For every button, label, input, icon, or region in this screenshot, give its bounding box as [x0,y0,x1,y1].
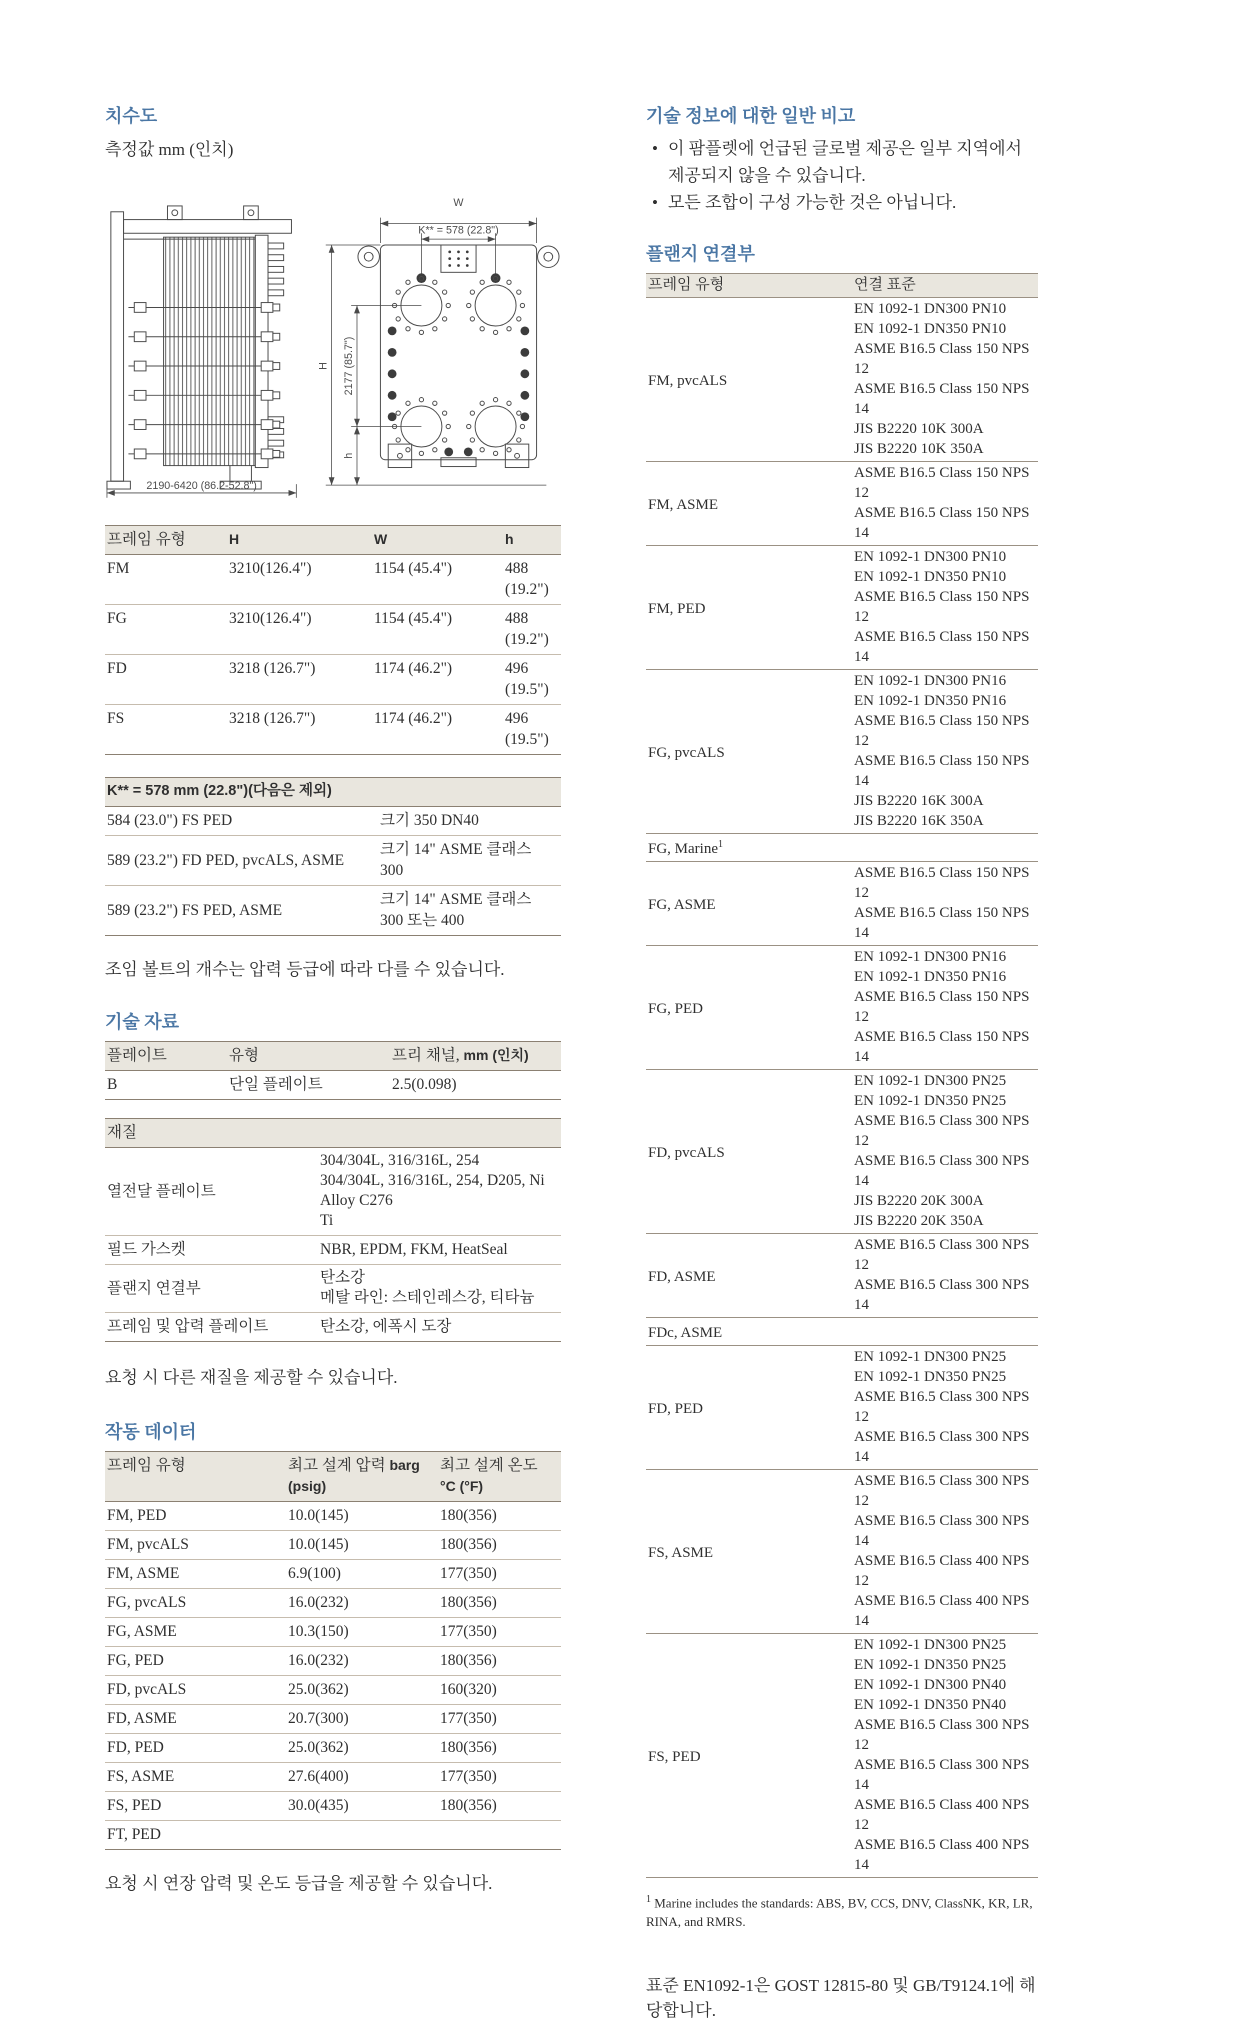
standard-line: ASME B16.5 Class 300 NPS 14 [854,1429,1030,1465]
cell-material-label: 필드 가스켓 [107,1241,186,1258]
cell-connection-standards [852,1070,1038,1233]
cell-max-temperature: 180(356) [440,1739,497,1756]
cell-frame-type: FM, pvcALS [107,1536,189,1553]
cell-H-value: 3210(126.4") [229,610,312,627]
right-column [646,102,1038,2023]
cell-free-channel: 2.5(0.098) [392,1076,457,1093]
table-row [105,1792,561,1821]
cell-material-options [318,1237,561,1264]
column-header-plate: 플레이트 [107,1047,167,1064]
cell-type: 단일 플레이트 [229,1076,323,1093]
column-header-free-channel: 프리 채널, mm (인치) [392,1047,529,1064]
standard-line: EN 1092-1 DN350 PN10 [854,321,1007,337]
k-table-header-label: K** = 578 mm (22.8")(다음은 제외) [107,783,332,799]
bullet-icon: • [652,193,658,212]
list-item [646,189,1038,216]
cell-W-value: 1174 (46.2") [374,710,453,727]
standard-line: EN 1092-1 DN350 PN25 [854,1093,1007,1109]
cell-h-value: 488 (19.2") [505,560,549,598]
plate-table-header [105,1042,561,1071]
cell-max-temperature [438,1821,561,1849]
cell-frame-type: FD, PED [107,1739,164,1756]
table-row [105,1071,561,1099]
materials-table-header [105,1119,561,1148]
plate-table-body [105,1071,561,1099]
bullet-icon: • [652,139,658,158]
standard-line: NBR, EPDM, FKM, HeatSeal [320,1240,508,1258]
cell-max-pressure [286,1821,438,1849]
k-label: K** = 578 (22.8") [418,224,499,237]
standard-line: ASME B16.5 Class 150 NPS 14 [854,381,1030,417]
table-row [646,1634,1038,1877]
cell-frame-type: FD, ASME [107,1710,177,1727]
cell-frame-type: FM [107,560,130,577]
table-row [105,836,561,886]
cell-frame-type: FDc, ASME [648,1325,723,1341]
other-materials-note: 요청 시 다른 재질을 제공할 수 있습니다. [105,1368,398,1387]
section-title-general-notes: 기술 정보에 대한 일반 비고 [646,106,856,126]
list-item [646,135,1038,189]
table-row [105,1589,561,1618]
standard-line: ASME B16.5 Class 150 NPS 12 [854,589,1030,625]
standard-line: EN 1092-1 DN300 PN25 [854,1073,1007,1089]
column-header-H: H [229,531,240,547]
table-row [646,670,1038,834]
section-title-technical-data: 기술 자료 [105,1012,180,1032]
cell-connection-standards [852,1470,1038,1633]
cell-h-value: 496 (19.5") [505,660,549,698]
cell-frame-type: FD, pvcALS [107,1681,187,1698]
standard-line: JIS B2220 16K 350A [854,813,984,829]
cell-connection-standards [852,838,1038,858]
standard-line: EN 1092-1 DN350 PN16 [854,969,1007,985]
cell-k-value: 589 (23.2") FD PED, pvcALS, ASME [107,851,345,869]
cell-max-temperature: 180(356) [440,1652,497,1669]
cell-frame-type: FG, ASME [107,1623,177,1640]
cell-max-pressure: 6.9(100) [288,1565,341,1582]
operating-table-header [105,1452,561,1502]
cell-frame-type: FS, ASME [648,1545,714,1561]
bullet-text: 이 팜플렛에 언급된 글로벌 제공은 일부 지역에서 제공되지 않을 수 있습니다. [668,139,1022,185]
standard-line: ASME B16.5 Class 300 NPS 14 [854,1513,1030,1549]
column-header-frame-type: 프레임 유형 [648,277,725,293]
k-table-header [105,778,561,807]
k-dimension-table [105,777,561,936]
cell-W-value: 1154 (45.4") [374,610,453,627]
cell-max-temperature: 160(320) [440,1681,497,1698]
standard-line: JIS B2220 10K 350A [854,441,984,457]
standard-line: EN 1092-1 DN350 PN40 [854,1697,1007,1713]
cell-connection-standards [852,946,1038,1069]
table-row [105,1313,561,1341]
standard-line: ASME B16.5 Class 150 NPS 14 [854,905,1030,941]
cell-plate: B [107,1076,118,1093]
section-title-flange-connections: 플랜지 연결부 [646,244,755,264]
standard-line: ASME B16.5 Class 300 NPS 14 [854,1277,1030,1313]
cell-frame-type: FG, ASME [648,897,716,913]
cell-max-pressure: 16.0(232) [288,1652,349,1669]
standard-line: EN 1092-1 DN300 PN40 [854,1677,1007,1693]
table-row [646,1318,1038,1346]
k-table-body [105,807,561,935]
standard-line: ASME B16.5 Class 400 NPS 12 [854,1797,1030,1833]
standard-line: EN 1092-1 DN300 PN10 [854,301,1007,317]
cell-h-value: 488 (19.2") [505,610,549,648]
standard-line: EN 1092-1 DN350 PN25 [854,1369,1007,1385]
table-row [105,1265,561,1313]
table-row [646,862,1038,946]
table-row [105,1236,561,1265]
standard-line: JIS B2220 20K 350A [854,1213,984,1229]
table-row [105,1821,561,1849]
cell-size: 크기 350 DN40 [380,812,479,829]
standard-line: ASME B16.5 Class 300 NPS 12 [854,1237,1030,1273]
cell-frame-type: FS, PED [107,1797,162,1814]
cell-connection-standards [852,462,1038,545]
cell-material-label: 열전달 플레이트 [107,1182,216,1200]
table-row [646,1234,1038,1318]
standard-line: EN 1092-1 DN300 PN16 [854,949,1007,965]
cell-max-pressure: 20.7(300) [288,1710,349,1727]
dimension-drawings [105,194,561,499]
cell-max-temperature: 177(350) [440,1710,497,1727]
materials-table-body [105,1148,561,1341]
cell-max-temperature: 177(350) [440,1565,497,1582]
cell-connection-standards [852,1322,1038,1342]
length-range-label: 2190-6420 (86.2-52.8") [146,480,257,493]
cell-W-value: 1154 (45.4") [374,560,453,577]
standard-line: ASME B16.5 Class 150 NPS 12 [854,465,1030,501]
cell-material-label: 플랜지 연결부 [107,1279,201,1297]
cell-connection-standards [852,1234,1038,1317]
perimeter-bolts [388,326,530,421]
column-header-max-pressure: 최고 설계 압력 barg (psig) [288,1457,420,1494]
left-column [105,102,561,1896]
bullet-text: 모든 조합이 구성 가능한 것은 아닙니다. [668,193,957,212]
cell-material-label: 프레임 및 압력 플레이트 [107,1318,269,1335]
frame-plate-front-view-drawing [316,194,560,499]
operating-table-body [105,1502,561,1849]
standard-line: 304/304L, 316/316L, 254 [320,1152,480,1169]
cell-max-temperature: 180(356) [440,1507,497,1524]
cell-size: 크기 14" ASME 클래스 300 [380,841,532,879]
table-row [646,1470,1038,1634]
materials-table [105,1118,561,1342]
column-header-h: h [505,531,514,547]
cell-max-temperature: 177(350) [440,1768,497,1785]
standard-line: EN 1092-1 DN300 PN16 [854,673,1007,689]
port-span-dimension [351,306,421,427]
cell-max-temperature: 180(356) [440,1536,497,1553]
cell-frame-type: FM, PED [107,1507,167,1524]
table-row [105,1647,561,1676]
cell-k-value: 589 (23.2") FS PED, ASME [107,901,283,919]
table-row [646,1070,1038,1234]
port-span-label: 2177 (85.7") [343,336,356,396]
general-notes-list [646,135,1038,216]
cell-material-options [318,1148,561,1235]
standard-line: JIS B2220 16K 300A [854,793,984,809]
cell-max-pressure: 27.6(400) [288,1768,349,1785]
cell-frame-type: FM, ASME [648,497,719,513]
table-row [105,655,561,705]
cell-frame-type: FT, PED [107,1826,161,1843]
standard-line: ASME B16.5 Class 300 NPS 14 [854,1153,1030,1189]
cell-frame-type: FG, Marine$^1$ [648,839,723,857]
table-row [105,1618,561,1647]
column-header-frame-type: 프레임 유형 [107,531,186,548]
table-row [646,546,1038,670]
cell-H-value: 3218 (126.7") [229,710,316,727]
cell-frame-type: FM, PED [648,601,706,617]
table-row [105,1734,561,1763]
table-row [105,1148,561,1236]
table-row [105,1502,561,1531]
standard-line: ASME B16.5 Class 150 NPS 14 [854,505,1030,541]
section-title-dimensions: 치수도 [105,106,158,126]
cell-frame-type: FS, ASME [107,1768,175,1785]
table-row [105,1763,561,1792]
standard-line: ASME B16.5 Class 150 NPS 12 [854,713,1030,749]
cell-max-temperature: 177(350) [440,1623,497,1640]
cell-material-options [318,1265,561,1312]
table-row [105,1531,561,1560]
cell-max-pressure: 10.3(150) [288,1623,349,1640]
standard-line: EN 1092-1 DN350 PN25 [854,1657,1007,1673]
cell-frame-type: FG, PED [648,1001,704,1017]
standard-line: ASME B16.5 Class 150 NPS 12 [854,341,1030,377]
table-row [105,886,561,935]
standard-line: EN 1092-1 DN300 PN10 [854,549,1007,565]
standard-line: 메탈 라인: 스테인레스강, 티타늄 [320,1289,535,1306]
cell-max-pressure: 25.0(362) [288,1681,349,1698]
cell-W-value: 1174 (46.2") [374,660,453,677]
table-row [105,555,561,605]
bolt-count-note: 조임 볼트의 개수는 압력 등급에 따라 다를 수 있습니다. [105,960,505,979]
cell-frame-type: FG, PED [107,1652,164,1669]
cell-connection-standards [852,1634,1038,1877]
standard-line: JIS B2220 10K 300A [854,421,984,437]
flange-connections-table [646,273,1038,1878]
cell-connection-standards [852,298,1038,461]
standard-line: ASME B16.5 Class 400 NPS 12 [854,1553,1030,1589]
standard-line: Alloy C276 [320,1192,393,1209]
dimension-units-subtitle: 측정값 mm (인치) [105,140,234,159]
standard-line: EN 1092-1 DN350 PN16 [854,693,1007,709]
cell-max-pressure: 10.0(145) [288,1536,349,1553]
footnote-marker: 1 [718,839,723,850]
footnote-marker: 1 [646,1894,651,1905]
column-header-W: W [374,531,388,547]
table-row [105,1560,561,1589]
table-row [105,705,561,754]
h-small-label: h [343,452,356,459]
cell-connection-standards [852,670,1038,833]
standard-line: ASME B16.5 Class 300 NPS 12 [854,1473,1030,1509]
cell-frame-type: FG [107,610,127,627]
standard-line: ASME B16.5 Class 150 NPS 12 [854,989,1030,1025]
standard-line: EN 1092-1 DN350 PN10 [854,569,1007,585]
table-row [646,462,1038,546]
cell-H-value: 3210(126.4") [229,560,312,577]
cell-max-pressure: 10.0(145) [288,1507,349,1524]
k-dimension [421,233,495,274]
cell-max-temperature: 180(356) [440,1594,497,1611]
table-row [105,1676,561,1705]
plate-table [105,1041,561,1100]
cell-frame-type: FM, ASME [107,1565,180,1582]
cell-frame-type: FM, pvcALS [648,373,728,389]
table-row [105,1705,561,1734]
table-row [105,605,561,655]
cell-k-value: 584 (23.0") FS PED [107,812,233,829]
table-row [646,298,1038,462]
standard-line: Ti [320,1212,334,1229]
column-header-frame-type: 프레임 유형 [107,1457,186,1474]
standard-line: ASME B16.5 Class 300 NPS 12 [854,1113,1030,1149]
standard-line: ASME B16.5 Class 300 NPS 12 [854,1717,1030,1753]
standard-line: 탄소강, 에폭시 도장 [320,1317,452,1335]
standard-line: ASME B16.5 Class 150 NPS 14 [854,753,1030,789]
cell-max-pressure: 25.0(362) [288,1739,349,1756]
extended-ratings-note: 요청 시 연장 압력 및 온도 등급을 제공할 수 있습니다. [105,1874,493,1893]
cell-material-options [318,1314,561,1341]
w-label: W [453,196,464,209]
cell-frame-type: FS [107,710,125,727]
heat-exchanger-side-view-drawing [105,194,310,499]
table-row [646,834,1038,862]
cell-h-value: 496 (19.5") [505,710,549,748]
cell-max-temperature: 180(356) [440,1797,497,1814]
column-header-type: 유형 [229,1047,259,1064]
standard-line: EN 1092-1 DN300 PN25 [854,1349,1007,1365]
cell-frame-type: FD, pvcALS [648,1145,725,1161]
cell-frame-type: FG, pvcALS [648,745,725,761]
cell-frame-type: FD, PED [648,1401,704,1417]
section-title-operating-data: 작동 데이터 [105,1422,197,1442]
dimensions-table [105,525,561,755]
standard-line: ASME B16.5 Class 300 NPS 12 [854,1389,1030,1425]
standard-line: ASME B16.5 Class 150 NPS 14 [854,1029,1030,1065]
marine-footnote: $^1$ Marine includes the standards: ABS, BV, CCS, DNV, ClassNK, KR, LR, RINA, and RMRS. [646,1894,1033,1930]
standard-line: JIS B2220 20K 300A [854,1193,984,1209]
standard-line: 304/304L, 316/316L, 254, D205, Ni [320,1172,545,1189]
cell-max-pressure: 30.0(435) [288,1797,349,1814]
standard-line: ASME B16.5 Class 150 NPS 12 [854,865,1030,901]
h-total-label: H [317,362,330,370]
cell-frame-type: FD [107,660,127,677]
cell-H-value: 3218 (126.7") [229,660,316,677]
flange-table-body [646,298,1038,1877]
table-row [105,807,561,836]
cell-max-pressure: 16.0(232) [288,1594,349,1611]
materials-header-label: 재질 [107,1124,137,1141]
dimensions-table-header [105,526,561,555]
column-header-max-temperature: 최고 설계 온도 °C (°F) [440,1457,538,1494]
cell-size: 크기 14" ASME 클래스 300 또는 400 [380,891,532,929]
standard-line: ASME B16.5 Class 400 NPS 14 [854,1593,1030,1629]
standard-line: ASME B16.5 Class 150 NPS 14 [854,629,1030,665]
standard-line: 탄소강 [320,1269,365,1286]
cell-frame-type: FG, pvcALS [107,1594,187,1611]
column-header-connection-standard: 연결 표준 [854,277,916,293]
standard-line: ASME B16.5 Class 300 NPS 14 [854,1757,1030,1793]
dimensions-table-body [105,555,561,754]
cell-connection-standards [852,862,1038,945]
cell-connection-standards [852,546,1038,669]
standard-equivalence-note: 표준 EN1092-1은 GOST 12815-80 및 GB/T9124.1에 해당합니다. [646,1976,1036,2021]
standard-line: ASME B16.5 Class 400 NPS 14 [854,1837,1030,1873]
operating-data-table [105,1451,561,1850]
table-row [646,946,1038,1070]
table-row [646,1346,1038,1470]
cell-frame-type: FS, PED [648,1749,701,1765]
standard-line: EN 1092-1 DN300 PN25 [854,1637,1007,1653]
cell-frame-type: FD, ASME [648,1269,716,1285]
flange-table-header [646,274,1038,298]
cell-connection-standards [852,1346,1038,1469]
